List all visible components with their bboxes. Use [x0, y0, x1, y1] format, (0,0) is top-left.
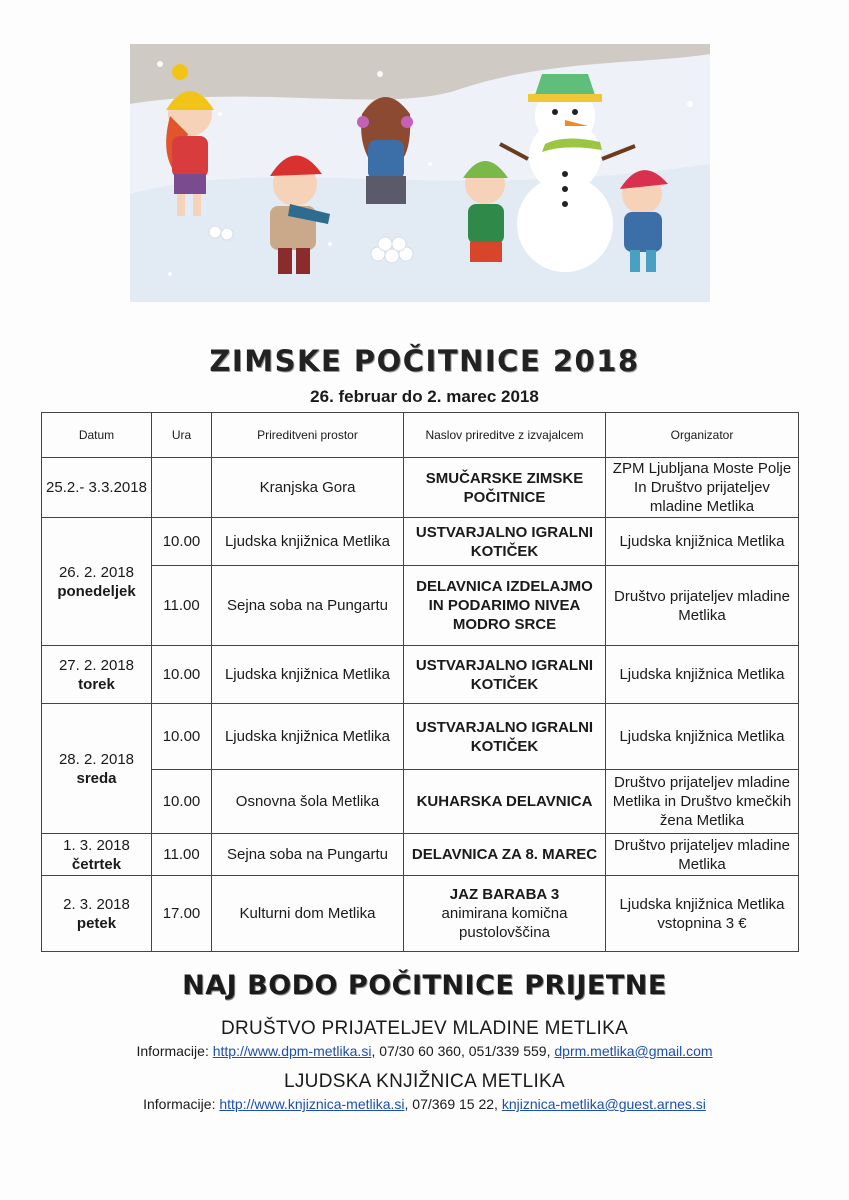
- date-cell: 25.2.- 3.3.2018: [42, 458, 152, 518]
- header-datum: Datum: [42, 413, 152, 458]
- date-text: 26. 2. 2018: [58, 563, 135, 581]
- org2-phones: , 07/369 15 22,: [404, 1096, 502, 1112]
- organizer-cell: Društvo prijateljev mladine Metlika in Društvo kmečkih žena Metlika: [606, 770, 799, 834]
- table-row: [42, 566, 799, 646]
- venue-cell: Osnovna šola Metlika: [212, 770, 404, 834]
- organizer-cell: Ljudska knjižnica Metlika: [606, 704, 799, 770]
- organizer-cell: Ljudska knjižnica Metlika: [606, 646, 799, 704]
- page-title: ZIMSKE POČITNICE 2018: [209, 344, 640, 378]
- date-text: 28. 2. 2018: [58, 750, 135, 768]
- table-row: [42, 518, 799, 566]
- event-cell: USTVARJALNO IGRALNI KOTIČEK: [404, 518, 606, 566]
- event-cell: [404, 876, 606, 952]
- table-row: [42, 770, 799, 834]
- table-row: [42, 646, 799, 704]
- date-cell: [42, 876, 152, 952]
- org1-website-link[interactable]: http://www.dpm-metlika.si: [212, 1043, 372, 1059]
- time-cell: 11.00: [152, 566, 212, 646]
- time-cell: 10.00: [152, 518, 212, 566]
- org1-info: [0, 1043, 849, 1059]
- time-cell: 10.00: [152, 646, 212, 704]
- organizer-cell: Ljudska knjižnica Metlika vstopnina 3 €: [606, 876, 799, 952]
- venue-cell: Ljudska knjižnica Metlika: [212, 518, 404, 566]
- winter-children-illustration: [130, 44, 710, 302]
- org1-name: DRUŠTVO PRIJATELJEV MLADINE METLIKA: [220, 1018, 629, 1039]
- date-text: 27. 2. 2018: [58, 656, 135, 674]
- venue-cell: Kulturni dom Metlika: [212, 876, 404, 952]
- time-cell: [152, 458, 212, 518]
- weekday-text: ponedeljek: [57, 582, 136, 600]
- date-range-subtitle: 26. februar do 2. marec 2018: [310, 387, 539, 406]
- event-cell: USTVARJALNO IGRALNI KOTIČEK: [404, 646, 606, 704]
- table-row: [42, 458, 799, 518]
- org2-info: [0, 1096, 849, 1112]
- venue-cell: Kranjska Gora: [212, 458, 404, 518]
- table-row: [42, 834, 799, 876]
- organizer-cell: ZPM Ljubljana Moste Polje In Društvo prijateljev mladine Metlika: [606, 458, 799, 518]
- time-cell: 10.00: [152, 704, 212, 770]
- header-prostor: Prireditveni prostor: [212, 413, 404, 458]
- org1-email-link[interactable]: dprm.metlika@gmail.com: [554, 1043, 713, 1059]
- time-cell: 10.00: [152, 770, 212, 834]
- weekday-text: petek: [76, 914, 117, 932]
- time-cell: 17.00: [152, 876, 212, 952]
- header-organizator: Organizator: [606, 413, 799, 458]
- table-row: [42, 704, 799, 770]
- organizer-cell: Društvo prijateljev mladine Metlika: [606, 834, 799, 876]
- time-cell: 11.00: [152, 834, 212, 876]
- organizer-cell: Društvo prijateljev mladine Metlika: [606, 566, 799, 646]
- org1-phones: , 07/30 60 360, 051/339 559,: [371, 1043, 555, 1059]
- header-ura: Ura: [152, 413, 212, 458]
- schedule-table: [41, 412, 799, 952]
- table-header-row: [42, 413, 799, 458]
- weekday-text: četrtek: [71, 855, 122, 873]
- weekday-text: sreda: [76, 769, 117, 787]
- org1-info-label: Informacije:: [136, 1043, 209, 1059]
- event-cell: KUHARSKA DELAVNICA: [404, 770, 606, 834]
- org2-website-link[interactable]: http://www.knjiznica-metlika.si: [219, 1096, 405, 1112]
- weekday-text: torek: [78, 675, 115, 693]
- venue-cell: Sejna soba na Pungartu: [212, 834, 404, 876]
- date-text: 2. 3. 2018: [63, 895, 130, 913]
- venue-cell: Ljudska knjižnica Metlika: [212, 646, 404, 704]
- event-cell: USTVARJALNO IGRALNI KOTIČEK: [404, 704, 606, 770]
- header-naslov: Naslov prireditve z izvajalcem: [404, 413, 606, 458]
- org2-name: LJUDSKA KNJIŽNICA METLIKA: [284, 1071, 565, 1092]
- venue-cell: Ljudska knjižnica Metlika: [212, 704, 404, 770]
- event-subtitle: animirana komična pustolovščina: [441, 905, 568, 941]
- date-cell: [42, 646, 152, 704]
- table-row: [42, 876, 799, 952]
- org2-info-label: Informacije:: [143, 1096, 216, 1112]
- organizer-cell: Ljudska knjižnica Metlika: [606, 518, 799, 566]
- event-title: JAZ BARABA 3: [449, 886, 560, 903]
- event-cell: DELAVNICA ZA 8. MAREC: [404, 834, 606, 876]
- event-cell: SMUČARSKE ZIMSKE POČITNICE: [404, 458, 606, 518]
- date-cell: [42, 834, 152, 876]
- date-cell: [42, 704, 152, 834]
- org2-email-link[interactable]: knjiznica-metlika@guest.arnes.si: [501, 1096, 706, 1112]
- slogan-heading: NAJ BODO POČITNICE PRIJETNE: [182, 970, 667, 1001]
- date-cell: [42, 518, 152, 646]
- event-cell: DELAVNICA IZDELAJMO IN PODARIMO NIVEA MODRO SRCE: [404, 566, 606, 646]
- venue-cell: Sejna soba na Pungartu: [212, 566, 404, 646]
- date-text: 1. 3. 2018: [63, 836, 130, 854]
